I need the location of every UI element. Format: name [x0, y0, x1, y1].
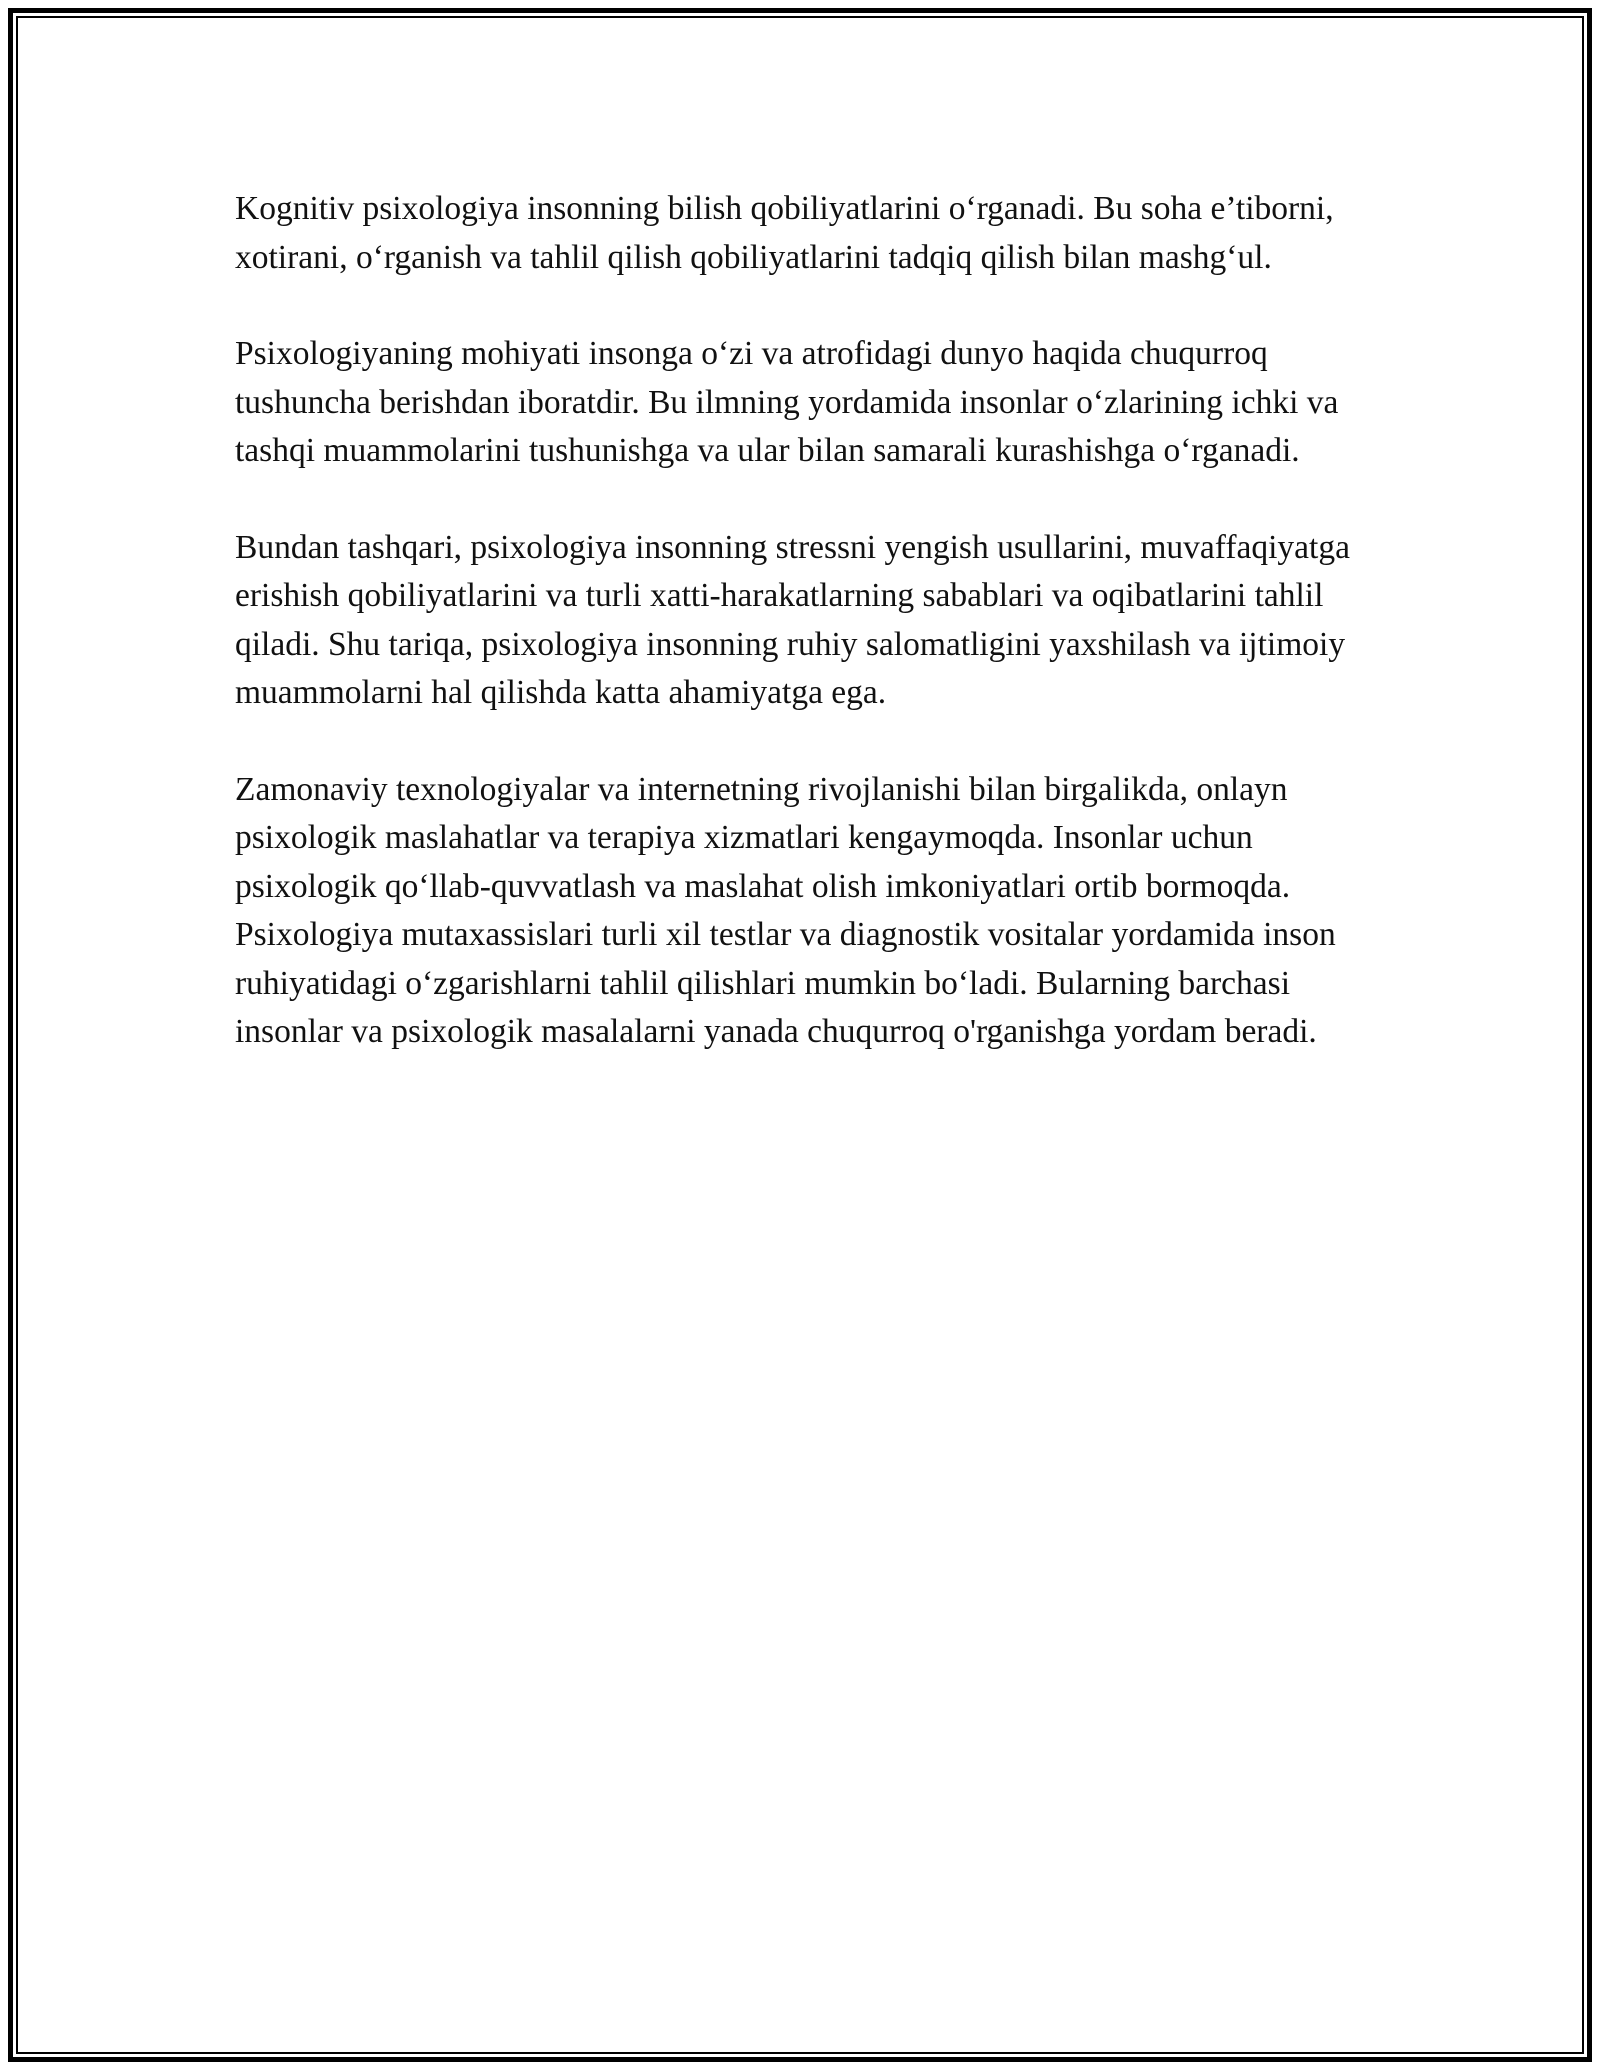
paragraph-2: Psixologiyaning mohiyati insonga o‘zi va atrofidagi dunyo haqida chuqurroq tushuncha berishdan iboratdir. Bu ilmning yordamida insonlar o‘zlarining ichki va tashqi muammolarini tushunishga va ular bilan samarali kurashishga o‘rganadi. [235, 335, 1339, 469]
paragraph-4: Zamonaviy texnologiyalar va internetning rivojlanishi bilan birgalikda, onlayn psixologik maslahatlar va terapiya xizmatlari kengaymoqda. Insonlar uchun psixologik qo‘llab-quvvatlash va maslahat olish imkoniyatlari ortib bormoqda. Psixologiya mutaxassislari turli xil testlar va diagnostik vositalar yordamida inson ruhiyatidagi o‘zgarishlarni tahlil qilishlari mumkin bo‘ladi. Bularning barchasi insonlar va psixologik masalalarni yanada chuqurroq o'rganishga yordam beradi. [235, 770, 1336, 1050]
paragraph-1: Kognitiv psixologiya insonning bilish qobiliyatlarini o‘rganadi. Bu soha e’tiborni, xotirani, o‘rganish va tahlil qilish qobiliyatlarini tadqiq qilish bilan mashg‘ul. [235, 190, 1334, 276]
paragraph-3: Bundan tashqari, psixologiya insonning stressni yengish usullarini, muvaffaqiyatga erishish qobiliyatlarini va turli xatti-harakatlarning sabablari va oqibatlarini tahlil qiladi. Shu tariqa, psixologiya insonning ruhiy salomatligini yaxshilash va ijtimoiy muammolarni hal qilishda katta ahamiyatga ega. [235, 528, 1350, 711]
document-body [235, 185, 1370, 1105]
